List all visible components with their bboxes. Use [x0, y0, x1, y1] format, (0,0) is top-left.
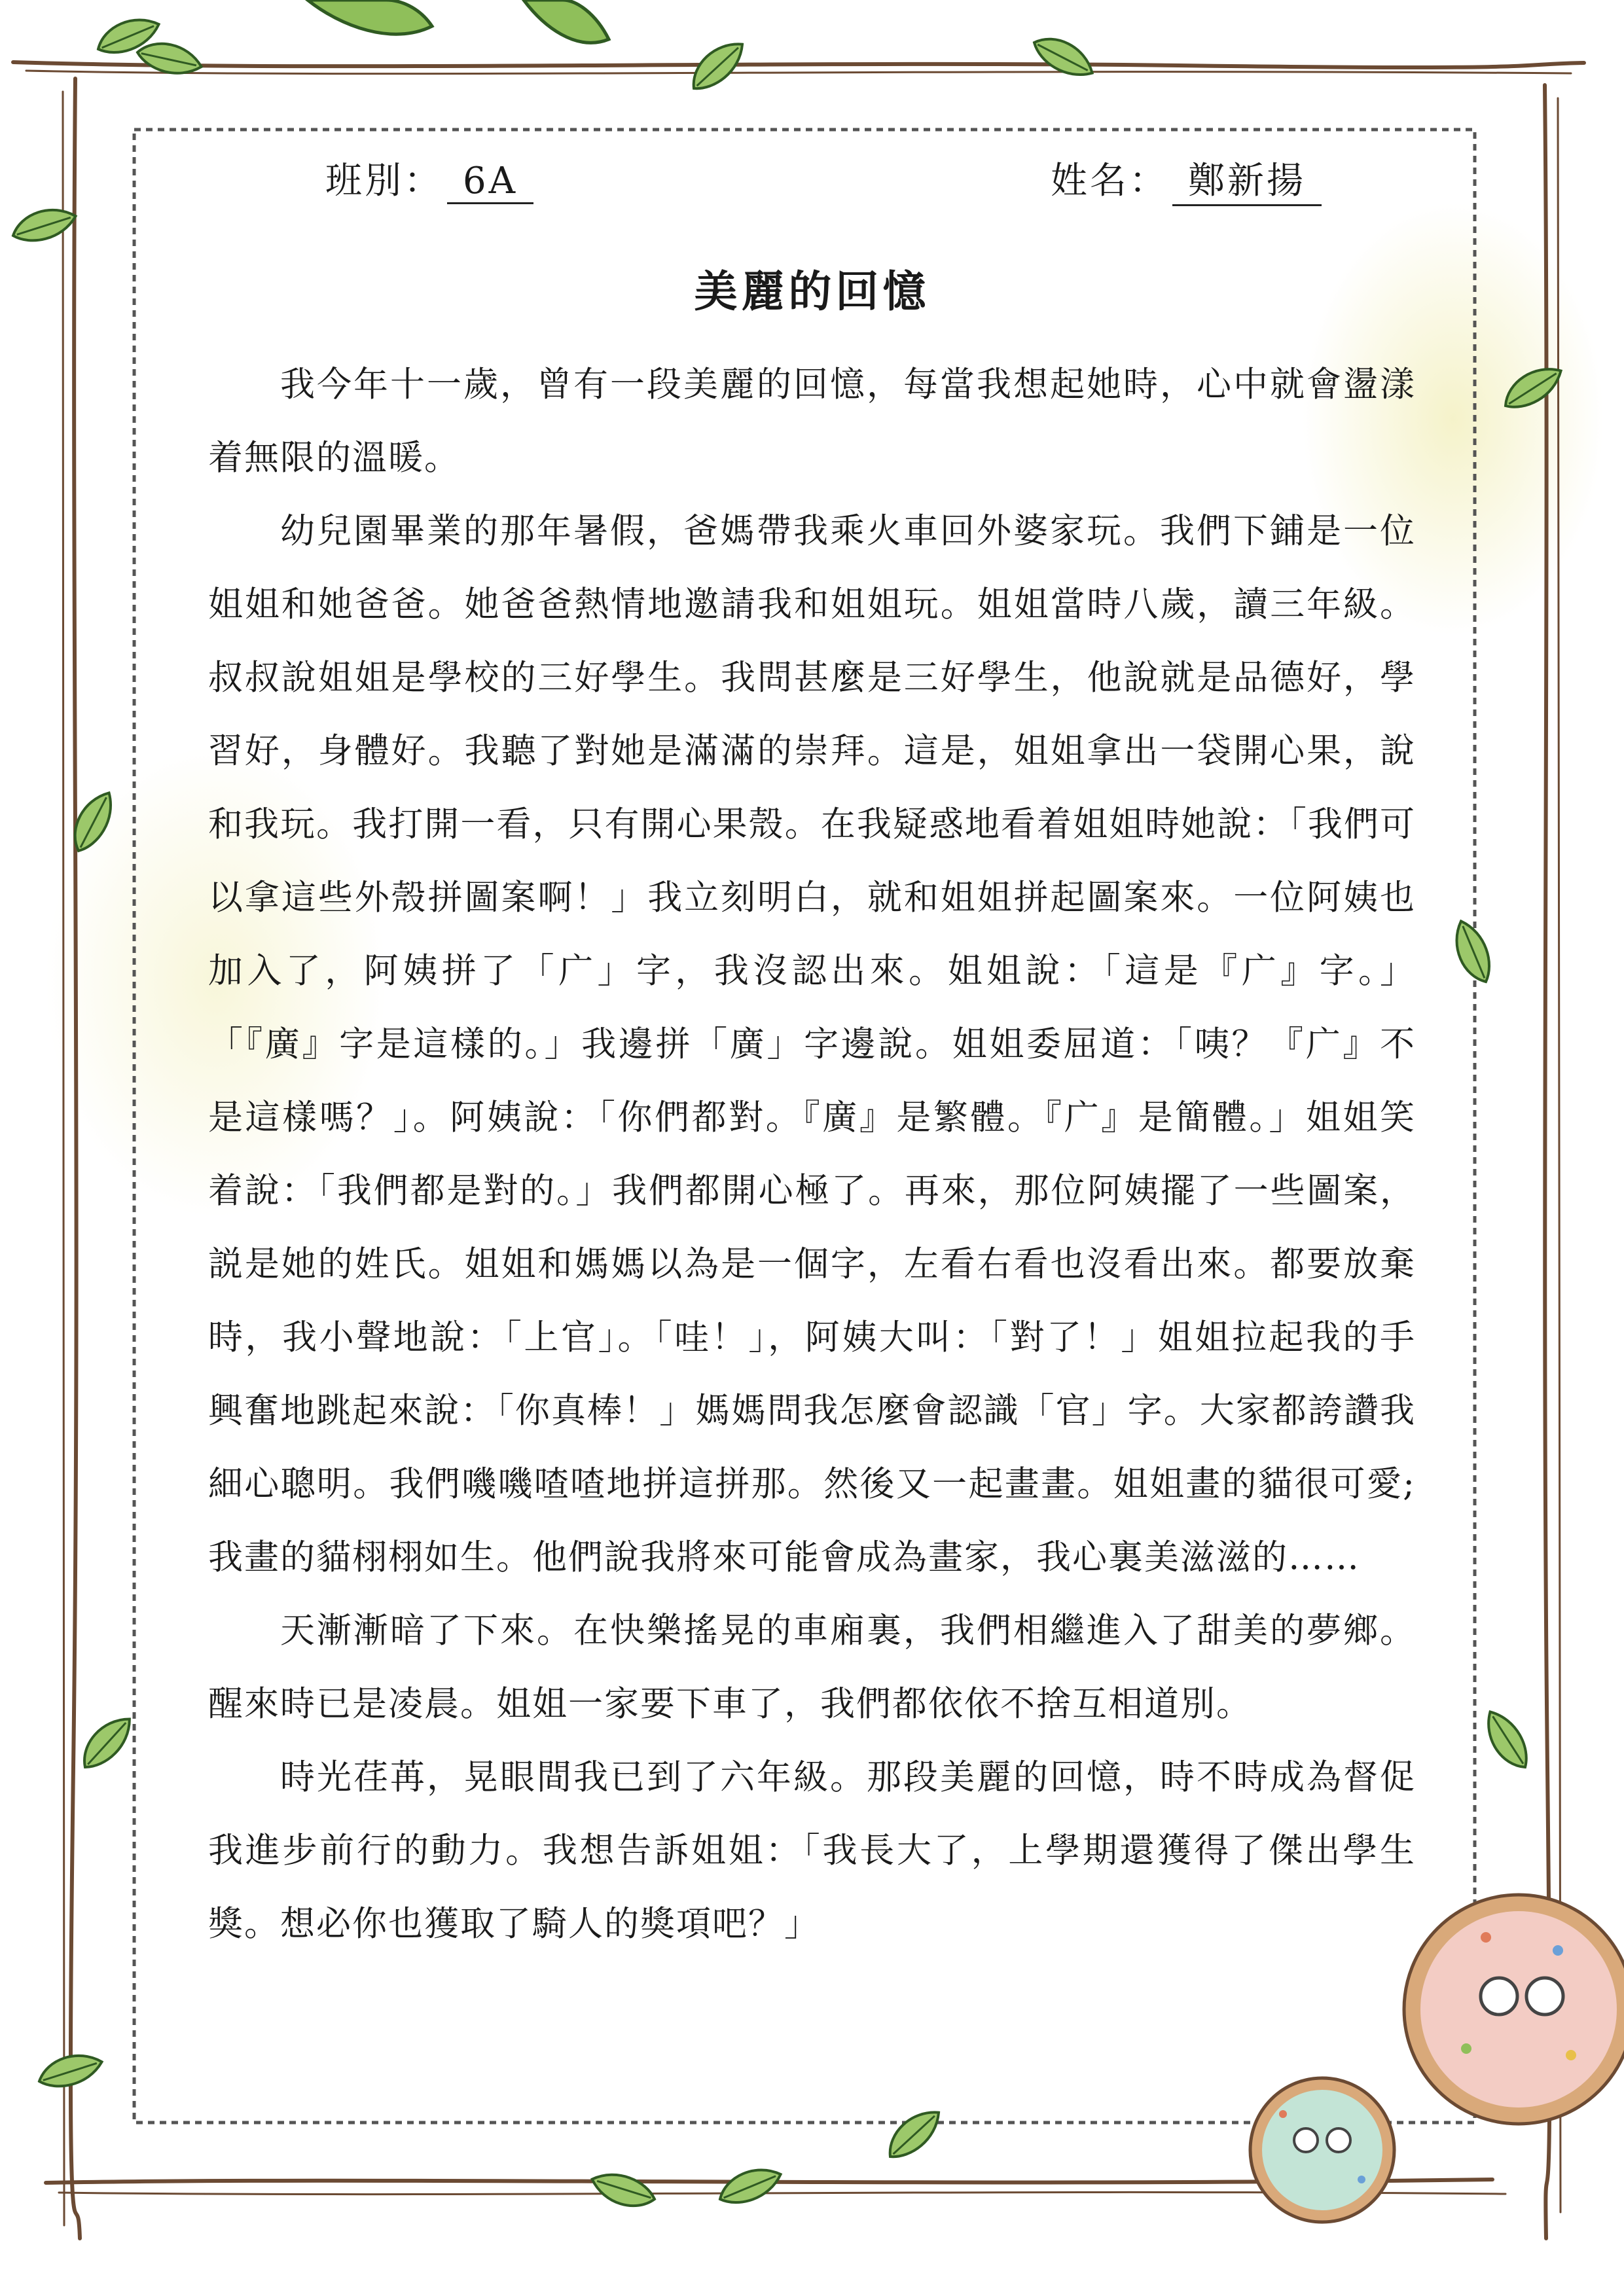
essay-paragraph: 我今年十一歲，曾有一段美麗的回憶，每當我想起她時，心中就會盪漾着無限的溫暖。 — [208, 365, 1416, 478]
essay-paragraph: 天漸漸暗了下來。在快樂搖晃的車廂裏，我們相繼進入了甜美的夢鄉。醒來時已是凌晨。姐姐一家要下車了，我們都依依不捨互相道別。 — [208, 1611, 1416, 1724]
name-field — [1051, 152, 1322, 206]
name-label: 姓名： — [1051, 160, 1168, 202]
essay-paragraph: 幼兒園畢業的那年暑假，爸媽帶我乘火車回外婆家玩。我們下鋪是一位姐姐和她爸爸。她爸爸熱情地邀請我和姐姐玩。姐姐當時八歲，讀三年級。叔叔說姐姐是學校的三好學生。我問甚麼是三好學生，他說就是品德好，學習好，身體好。我聽了對她是滿滿的崇拜。這是，姐姐拿出一袋開心果，說和我玩。我打開一看，只有開心果殼。在我疑惑地看着姐姐時她說：「我們可以拿這些外殼拼圖案啊！」我立刻明白，就和姐姐拼起圖案來。一位阿姨也加入了，阿姨拼了「广」字，我沒認出來。姐姐說：「這是『广』字。」「『廣』字是這樣的。」我邊拼「廣」字邊說。姐姐委屈道：「咦？『广』不是這樣嗎？」。阿姨說：「你們都對。『廣』是繁體。『广』是簡體。」姐姐笑着說：「我們都是對的。」我們都開心極了。再來，那位阿姨擺了一些圖案，説是她的姓氏。姐姐和媽媽以為是一個字，左看右看也沒看出來。都要放棄時，我小聲地說：「上官」。「哇！」，阿姨大叫：「對了！」姐姐拉起我的手興奮地跳起來說：「你真棒！」媽媽問我怎麼會認識「官」字。大家都誇讚我細心聰明。我們嘰嘰喳喳地拼這拼那。然後又一起畫畫。姐姐畫的貓很可愛;我畫的貓栩栩如生。他們說我將來可能會成為畫家，我心裏美滋滋的…… — [208, 511, 1416, 1577]
essay-body — [208, 348, 1416, 1961]
name-value: 鄭新揚 — [1172, 152, 1322, 206]
class-value: 6A — [447, 160, 533, 204]
class-field — [325, 152, 533, 204]
leaf-icon — [308, 0, 609, 43]
essay-title: 美麗的回憶 — [694, 266, 930, 317]
essay-paragraph: 時光荏苒，晃眼間我已到了六年級。那段美麗的回憶，時不時成為督促我進步前行的動力。我想告訴姐姐：「我長大了，上學期還獲得了傑出學生獎。想必你也獲取了騎人的獎項吧？」 — [208, 1757, 1416, 1944]
class-label: 班別： — [325, 160, 443, 202]
